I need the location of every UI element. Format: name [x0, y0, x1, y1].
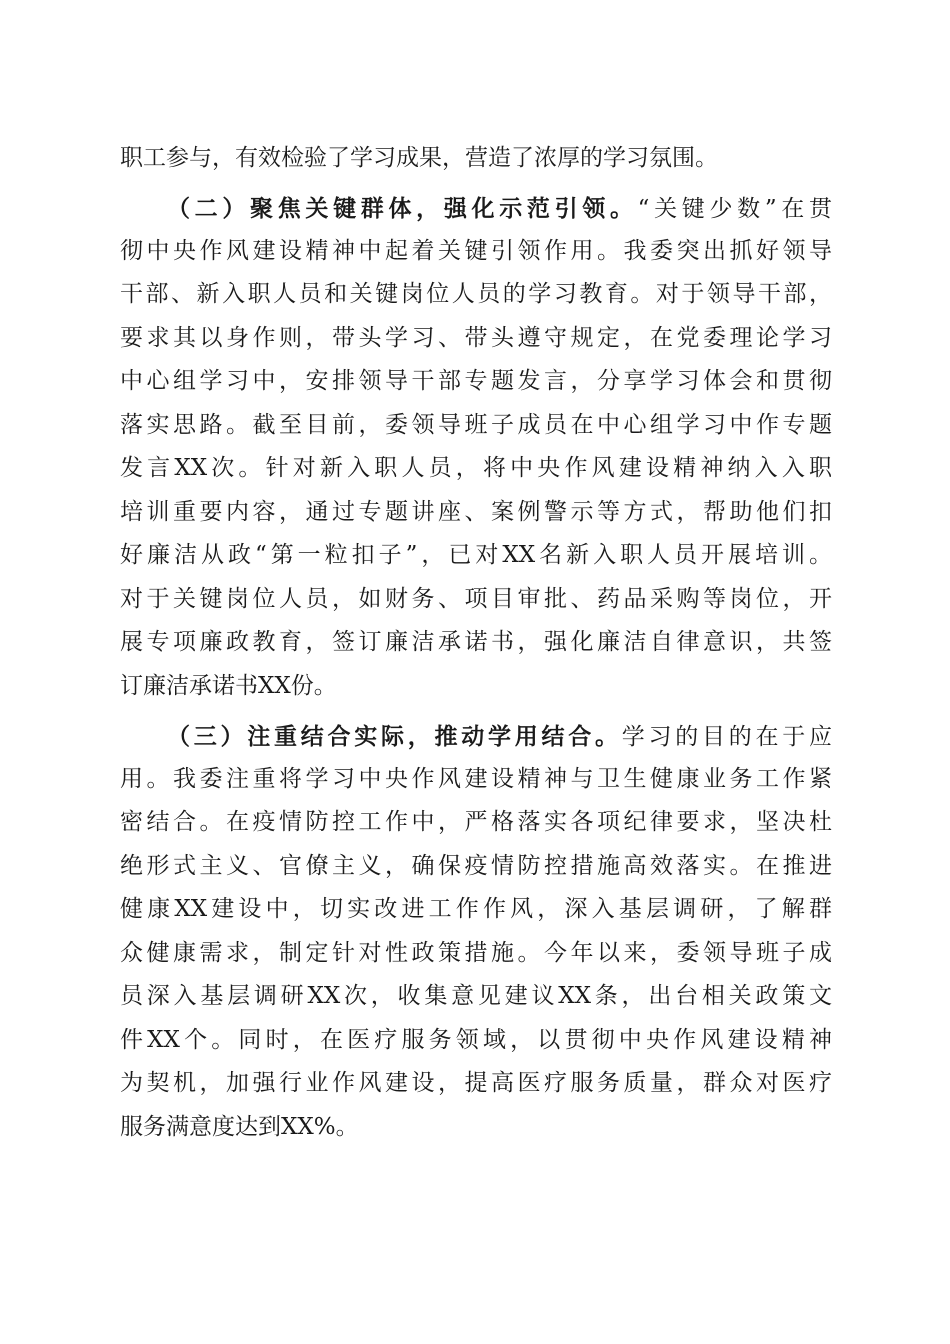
intro-line: 职工参与，有效检验了学习成果，营造了浓厚的学习氛围。 — [120, 145, 718, 171]
section3-line: 服务满意度达到XX%。 — [120, 1114, 359, 1140]
section2-line: 落实思路。截至目前，委领导班子成员在中心组学习中作专题 — [120, 412, 832, 438]
section2-line: 好廉洁从政“第一粒扣子”，已对XX名新入职人员开展培训。 — [120, 542, 832, 568]
section3-line1-rest: 学习的目的在于应 — [621, 724, 832, 750]
section3-line: 用。我委注重将学习中央作风建设精神与卫生健康业务工作紧 — [120, 766, 832, 792]
section2-line: 发言XX次。针对新入职人员，将中央作风建设精神纳入入职 — [120, 455, 832, 481]
section3-first-line — [167, 720, 832, 754]
section2-line: 对于关键岗位人员，如财务、项目审批、药品采购等岗位，开 — [120, 586, 832, 612]
section2-line: 彻中央作风建设精神中起着关键引领作用。我委突出抓好领导 — [120, 238, 832, 264]
section2-line: 要求其以身作则，带头学习、带头遵守规定，在党委理论学习 — [120, 325, 832, 351]
section3-line: 密结合。在疫情防控工作中，严格落实各项纪律要求，坚决杜 — [120, 809, 832, 835]
section2-line: 中心组学习中，安排领导干部专题发言，分享学习体会和贯彻 — [120, 368, 832, 394]
section2-heading: （二）聚焦关键群体，强化示范引领。 — [167, 195, 638, 222]
section3-line: 健康XX建设中，切实改进工作作风，深入基层调研，了解群 — [120, 896, 832, 922]
section3-line: 为契机，加强行业作风建设，提高医疗服务质量，群众对医疗 — [120, 1070, 832, 1096]
section2-line: 订廉洁承诺书XX份。 — [120, 673, 337, 699]
section3-line: 众健康需求，制定针对性政策措施。今年以来，委领导班子成 — [120, 940, 832, 966]
section2-line: 培训重要内容，通过专题讲座、案例警示等方式，帮助他们扣 — [120, 499, 832, 525]
section2-first-line — [167, 192, 832, 226]
section2-line: 干部、新入职人员和关键岗位人员的学习教育。对于领导干部， — [120, 281, 832, 307]
section2-line: 展专项廉政教育，签订廉洁承诺书，强化廉洁自律意识，共签 — [120, 629, 832, 655]
section3-line: 件XX个。同时，在医疗服务领域，以贯彻中央作风建设精神 — [120, 1027, 832, 1053]
section2-line1-rest: “关键少数”在贯 — [637, 196, 832, 222]
section3-heading: （三）注重结合实际，推动学用结合。 — [167, 723, 622, 750]
section3-line: 绝形式主义、官僚主义，确保疫情防控措施高效落实。在推进 — [120, 853, 832, 879]
section3-line: 员深入基层调研XX次，收集意见建议XX条，出台相关政策文 — [120, 983, 832, 1009]
